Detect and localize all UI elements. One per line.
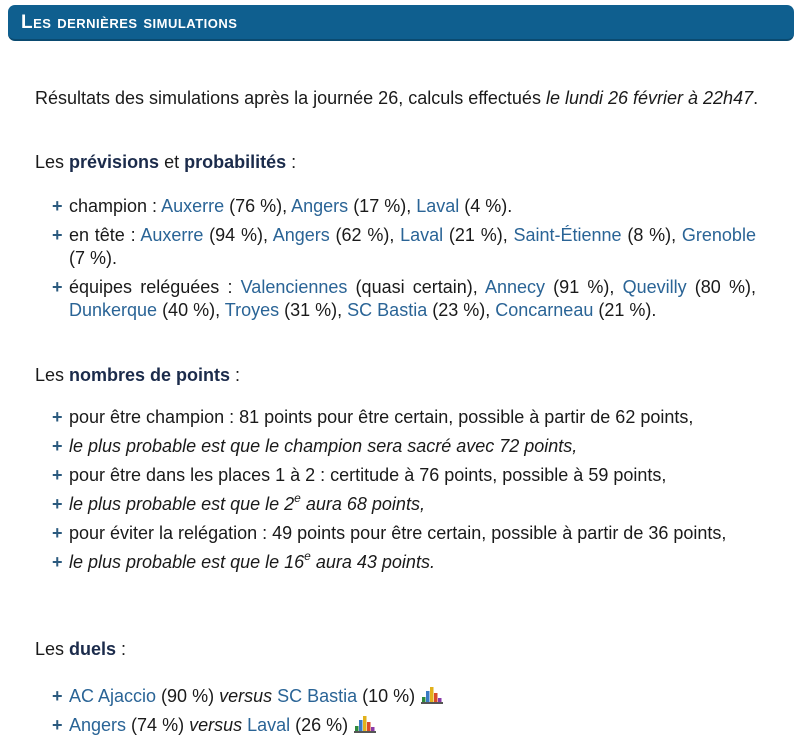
probability-value: (17 %): [348, 196, 407, 216]
probability-value: (8 %): [621, 225, 672, 245]
prevision-item: + champion : Auxerre (76 %), Angers (17 %), Laval (4 %).: [52, 196, 513, 216]
plus-icon: +: [52, 277, 63, 297]
probability-value: (21 %): [593, 300, 652, 320]
section-title: Les dernières simulations: [21, 12, 238, 33]
points-item: + le plus probable est que le 2e aura 68 points,: [52, 491, 425, 514]
team-link[interactable]: Quevilly: [622, 277, 687, 297]
bar-chart-icon[interactable]: [421, 686, 443, 704]
duel-item: + AC Ajaccio (90 %) versus SC Bastia (10 %): [52, 685, 756, 708]
team-link[interactable]: AC Ajaccio: [69, 686, 157, 706]
team-link[interactable]: Valenciennes: [240, 277, 348, 297]
probability-value: (76 %): [224, 196, 283, 216]
team-link[interactable]: Saint-Étienne: [513, 225, 622, 245]
team-link[interactable]: Troyes: [224, 300, 280, 320]
previsions-list: [52, 195, 756, 328]
prevision-label: équipes reléguées :: [69, 277, 241, 297]
duel-item: + Angers (74 %) versus Laval (26 %): [52, 714, 756, 737]
team-link[interactable]: Grenoble: [681, 225, 756, 245]
probability-value: (21 %): [443, 225, 503, 245]
team-link[interactable]: Angers: [291, 196, 349, 216]
probability-value: (4 %): [459, 196, 508, 216]
team-link[interactable]: Angers: [69, 715, 127, 735]
team-link[interactable]: Annecy: [484, 277, 546, 297]
plus-icon: +: [52, 436, 63, 456]
points-item: + pour être champion : 81 points pour être certain, possible à partir de 62 points,: [52, 407, 694, 427]
section-header: [8, 5, 794, 41]
duels-list: [52, 685, 756, 743]
points-heading: Les nombres de points :: [35, 365, 241, 385]
probability-value: (94 %): [203, 225, 263, 245]
points-list: [52, 406, 756, 580]
plus-icon: +: [52, 715, 63, 735]
probability-value: (91 %): [545, 277, 610, 297]
computation-date: le lundi 26 février à 22h47: [545, 88, 754, 108]
plus-icon: +: [52, 465, 63, 485]
team-link[interactable]: Laval: [416, 196, 460, 216]
team-link[interactable]: Angers: [272, 225, 330, 245]
plus-icon: +: [52, 407, 63, 427]
probability-value: (31 %): [279, 300, 338, 320]
probability-value: (80 %): [686, 277, 751, 297]
previsions-heading: Les prévisions et probabilités :: [35, 152, 297, 172]
plus-icon: +: [52, 196, 63, 216]
plus-icon: +: [52, 494, 63, 514]
team-link[interactable]: Auxerre: [161, 196, 225, 216]
plus-icon: +: [52, 225, 63, 245]
probability-value: (7 %): [69, 248, 113, 268]
duels-heading: Les duels :: [35, 639, 127, 659]
team-link[interactable]: Auxerre: [140, 225, 204, 245]
points-item: + pour éviter la relégation : 49 points pour être certain, possible à partir de 36 points,: [52, 523, 727, 543]
team-link[interactable]: Dunkerque: [69, 300, 158, 320]
plus-icon: +: [52, 686, 63, 706]
prevision-item: + équipes reléguées : Valenciennes (quasi certain), Annecy (91 %), Quevilly (80 %), Dunkerque (40 %), Troyes (31 %), SC Bastia (23 %), Concarneau (21 %).: [52, 277, 756, 320]
probability-value: (23 %): [427, 300, 486, 320]
points-item: + le plus probable est que le champion sera sacré avec 72 points,: [52, 436, 578, 456]
plus-icon: +: [52, 523, 63, 543]
prevision-label: champion :: [69, 196, 162, 216]
team-link[interactable]: SC Bastia: [277, 686, 358, 706]
points-item: + le plus probable est que le 16e aura 43 points.: [52, 549, 435, 572]
probability-value: (40 %): [157, 300, 216, 320]
team-link[interactable]: Concarneau: [495, 300, 594, 320]
team-link[interactable]: Laval: [400, 225, 444, 245]
probability-value: (62 %): [329, 225, 390, 245]
plus-icon: +: [52, 552, 63, 572]
prevision-label: en tête :: [69, 225, 141, 245]
points-item: + pour être dans les places 1 à 2 : certitude à 76 points, possible à 59 points,: [52, 465, 667, 485]
prevision-item: + en tête : Auxerre (94 %), Angers (62 %), Laval (21 %), Saint-Étienne (8 %), Grenoble (7 %).: [52, 225, 756, 268]
intro-paragraph: Résultats des simulations après la journée 26, calculs effectués le lundi 26 février à 22h47.: [35, 88, 759, 108]
probability-value: (quasi certain): [347, 277, 473, 297]
bar-chart-icon[interactable]: [354, 715, 376, 733]
team-link[interactable]: Laval: [247, 715, 291, 735]
team-link[interactable]: SC Bastia: [347, 300, 428, 320]
